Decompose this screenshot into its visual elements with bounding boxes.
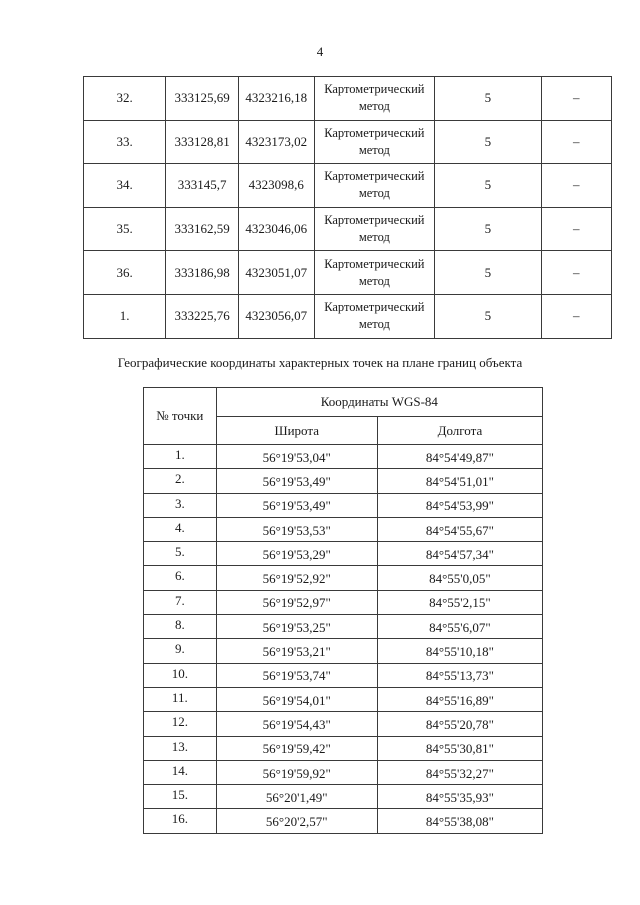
latitude: 56°19'53,49" bbox=[216, 469, 377, 493]
point-number: 1. bbox=[84, 294, 166, 338]
point-number: 33. bbox=[84, 120, 166, 164]
method-line-2: метод bbox=[358, 142, 390, 157]
accuracy: 5 bbox=[435, 77, 541, 121]
longitude: 84°55'38,08" bbox=[377, 809, 542, 833]
point-number: 1. bbox=[144, 445, 217, 469]
point-number: 36. bbox=[84, 251, 166, 295]
table-row bbox=[144, 712, 543, 736]
table-row bbox=[144, 542, 543, 566]
table-row bbox=[84, 294, 612, 338]
coord-y: 4323216,18 bbox=[238, 77, 314, 121]
extra: – bbox=[541, 164, 611, 208]
longitude: 84°55'20,78" bbox=[377, 712, 542, 736]
method bbox=[314, 77, 435, 121]
table-row bbox=[144, 663, 543, 687]
method-line-2: метод bbox=[358, 99, 390, 114]
wgs84-coordinates-table bbox=[143, 387, 543, 834]
method-line-2: метод bbox=[358, 230, 390, 245]
longitude: 84°54'49,87" bbox=[377, 445, 542, 469]
table-row bbox=[84, 77, 612, 121]
longitude: 84°54'55,67" bbox=[377, 517, 542, 541]
method bbox=[314, 251, 435, 295]
point-number: 9. bbox=[144, 639, 217, 663]
latitude: 56°19'59,92" bbox=[216, 760, 377, 784]
wgs-header-row bbox=[144, 388, 543, 417]
coord-y: 4323098,6 bbox=[238, 164, 314, 208]
extra: – bbox=[541, 294, 611, 338]
table-row bbox=[84, 251, 612, 295]
coord-x: 333125,69 bbox=[166, 77, 239, 121]
coord-x: 333128,81 bbox=[166, 120, 239, 164]
method-line-1: Картометрический bbox=[324, 300, 425, 315]
method bbox=[314, 164, 435, 208]
point-number: 14. bbox=[144, 760, 217, 784]
latitude: 56°20'1,49" bbox=[216, 785, 377, 809]
method-line-1: Картометрический bbox=[324, 125, 425, 140]
table-row bbox=[144, 785, 543, 809]
accuracy: 5 bbox=[435, 120, 541, 164]
header-point-number: № точки bbox=[144, 388, 217, 445]
header-coordinates: Координаты WGS-84 bbox=[216, 388, 542, 417]
coord-y: 4323046,06 bbox=[238, 207, 314, 251]
coord-x: 333162,59 bbox=[166, 207, 239, 251]
method-line-1: Картометрический bbox=[324, 82, 425, 97]
table-row bbox=[144, 639, 543, 663]
point-number: 8. bbox=[144, 615, 217, 639]
table-row bbox=[144, 566, 543, 590]
point-number: 10. bbox=[144, 663, 217, 687]
table-row bbox=[144, 736, 543, 760]
table-row bbox=[144, 517, 543, 541]
point-number: 5. bbox=[144, 542, 217, 566]
point-number: 16. bbox=[144, 809, 217, 833]
latitude: 56°19'53,53" bbox=[216, 517, 377, 541]
table-row bbox=[84, 120, 612, 164]
latitude: 56°19'53,49" bbox=[216, 493, 377, 517]
table-row bbox=[144, 445, 543, 469]
latitude: 56°19'53,04" bbox=[216, 445, 377, 469]
longitude: 84°55'0,05" bbox=[377, 566, 542, 590]
extra: – bbox=[541, 251, 611, 295]
latitude: 56°19'52,97" bbox=[216, 590, 377, 614]
coord-x: 333225,76 bbox=[166, 294, 239, 338]
coord-y: 4323173,02 bbox=[238, 120, 314, 164]
point-number: 4. bbox=[144, 517, 217, 541]
header-latitude: Широта bbox=[216, 417, 377, 445]
point-number: 3. bbox=[144, 493, 217, 517]
accuracy: 5 bbox=[435, 251, 541, 295]
point-number: 15. bbox=[144, 785, 217, 809]
table-row bbox=[84, 164, 612, 208]
latitude: 56°20'2,57" bbox=[216, 809, 377, 833]
longitude: 84°55'13,73" bbox=[377, 663, 542, 687]
point-number: 13. bbox=[144, 736, 217, 760]
method-line-1: Картометрический bbox=[324, 256, 425, 271]
longitude: 84°54'53,99" bbox=[377, 493, 542, 517]
method bbox=[314, 294, 435, 338]
extra: – bbox=[541, 207, 611, 251]
longitude: 84°55'32,27" bbox=[377, 760, 542, 784]
table-row bbox=[144, 469, 543, 493]
page-number: 4 bbox=[316, 44, 324, 59]
table-row bbox=[84, 207, 612, 251]
longitude: 84°54'57,34" bbox=[377, 542, 542, 566]
table-row bbox=[144, 760, 543, 784]
latitude: 56°19'52,92" bbox=[216, 566, 377, 590]
table-row bbox=[144, 590, 543, 614]
accuracy: 5 bbox=[435, 164, 541, 208]
point-number: 32. bbox=[84, 77, 166, 121]
longitude: 84°54'51,01" bbox=[377, 469, 542, 493]
point-number: 34. bbox=[84, 164, 166, 208]
latitude: 56°19'53,25" bbox=[216, 615, 377, 639]
point-number: 12. bbox=[144, 712, 217, 736]
method-line-2: метод bbox=[358, 273, 390, 288]
method-line-1: Картометрический bbox=[324, 169, 425, 184]
table-row bbox=[144, 809, 543, 833]
extra: – bbox=[541, 120, 611, 164]
table-row bbox=[144, 687, 543, 711]
method-line-2: метод bbox=[358, 317, 390, 332]
longitude: 84°55'6,07" bbox=[377, 615, 542, 639]
method bbox=[314, 207, 435, 251]
table-row bbox=[144, 493, 543, 517]
wgs84-coordinates-body bbox=[144, 388, 543, 834]
method bbox=[314, 120, 435, 164]
table-row bbox=[144, 615, 543, 639]
point-number: 2. bbox=[144, 469, 217, 493]
point-number: 6. bbox=[144, 566, 217, 590]
planar-coordinates-body bbox=[84, 77, 612, 339]
latitude: 56°19'54,43" bbox=[216, 712, 377, 736]
point-number: 11. bbox=[144, 687, 217, 711]
point-number: 7. bbox=[144, 590, 217, 614]
coord-y: 4323056,07 bbox=[238, 294, 314, 338]
section-title: Географические координаты характерных точек на плане границ объекта bbox=[117, 355, 523, 370]
accuracy: 5 bbox=[435, 207, 541, 251]
longitude: 84°55'10,18" bbox=[377, 639, 542, 663]
longitude: 84°55'35,93" bbox=[377, 785, 542, 809]
latitude: 56°19'59,42" bbox=[216, 736, 377, 760]
coord-x: 333186,98 bbox=[166, 251, 239, 295]
extra: – bbox=[541, 77, 611, 121]
latitude: 56°19'53,29" bbox=[216, 542, 377, 566]
coord-y: 4323051,07 bbox=[238, 251, 314, 295]
latitude: 56°19'54,01" bbox=[216, 687, 377, 711]
method-line-1: Картометрический bbox=[324, 213, 425, 228]
longitude: 84°55'30,81" bbox=[377, 736, 542, 760]
planar-coordinates-table bbox=[83, 76, 612, 339]
header-longitude: Долгота bbox=[377, 417, 542, 445]
accuracy: 5 bbox=[435, 294, 541, 338]
point-number: 35. bbox=[84, 207, 166, 251]
longitude: 84°55'2,15" bbox=[377, 590, 542, 614]
method-line-2: метод bbox=[358, 186, 390, 201]
longitude: 84°55'16,89" bbox=[377, 687, 542, 711]
latitude: 56°19'53,21" bbox=[216, 639, 377, 663]
coord-x: 333145,7 bbox=[166, 164, 239, 208]
latitude: 56°19'53,74" bbox=[216, 663, 377, 687]
